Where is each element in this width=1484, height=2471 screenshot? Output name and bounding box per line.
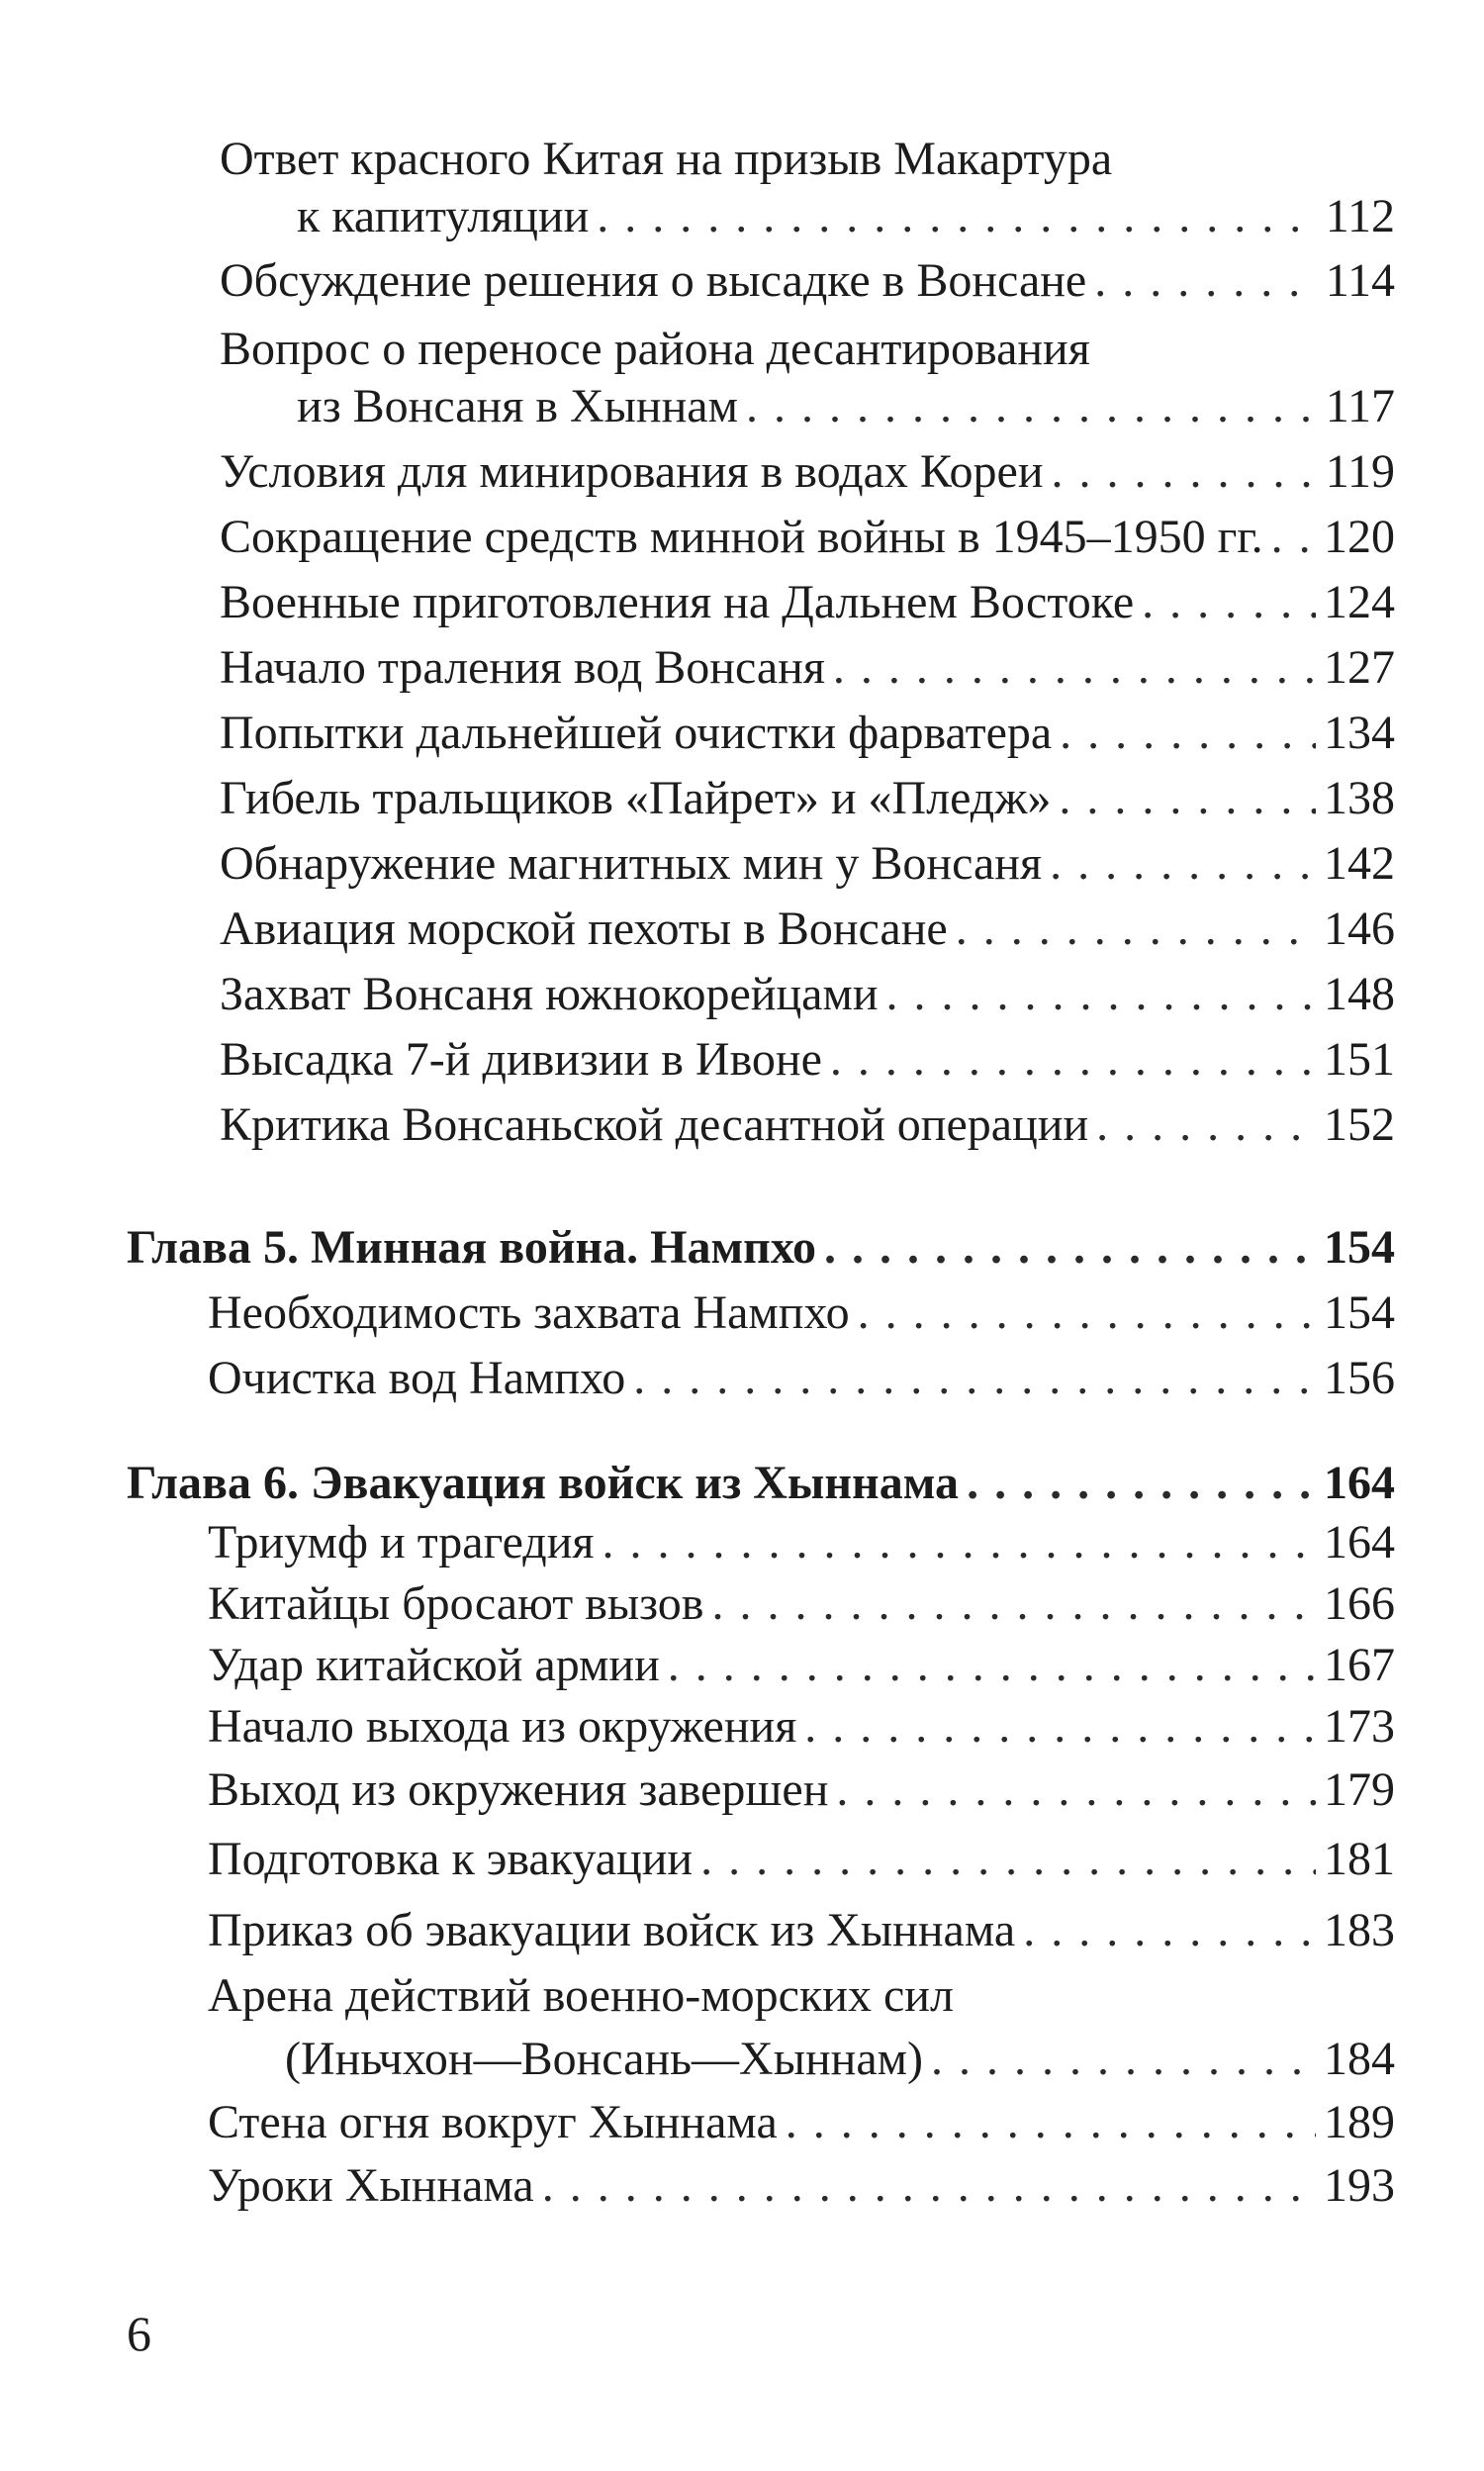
toc-entry[interactable] [208, 1761, 1395, 1819]
leader-dots [1060, 705, 1316, 762]
toc-entry-line1: Ответ красного Китая на призыв Макартура [220, 133, 1113, 185]
toc-entry[interactable] [208, 1284, 1395, 1342]
toc-chapter[interactable] [127, 1455, 1395, 1512]
toc-entry[interactable] [208, 2094, 1395, 2151]
leader-dots [1142, 574, 1316, 631]
toc-entry-page: 183 [1324, 1904, 1395, 1956]
leader-dots [1052, 443, 1318, 501]
toc-entry-title: Удар китайской армии [208, 1639, 660, 1691]
leader-dots [633, 1350, 1316, 1407]
toc-entry[interactable] [208, 1575, 1395, 1633]
toc-entry[interactable] [208, 1637, 1395, 1694]
leader-dots [542, 2157, 1316, 2215]
toc-entry-title: Военные приготовления на Дальнем Востоке [220, 576, 1135, 628]
toc-entry[interactable] [220, 1031, 1395, 1089]
toc-entry-title: Гибель тральщиков «Пайрет» и «Пледж» [220, 772, 1052, 824]
toc-entry-title: к капитуляции [297, 190, 590, 242]
toc-entry-page: 189 [1324, 2096, 1395, 2148]
toc-entry[interactable] [220, 1096, 1395, 1154]
toc-entry-page: 148 [1324, 968, 1395, 1020]
toc-entry[interactable] [220, 966, 1395, 1023]
toc-entry-line1: Вопрос о переносе района десантирования [220, 323, 1090, 375]
leader-dots [886, 966, 1316, 1023]
toc-entry-page: 193 [1324, 2159, 1395, 2212]
toc-entry[interactable] [208, 2157, 1395, 2215]
toc-entry-page: 146 [1324, 903, 1395, 955]
toc-entry-title: Китайцы бросают вызов [208, 1577, 704, 1630]
toc-entry[interactable] [208, 1514, 1395, 1571]
toc-entry-title: Подготовка к эвакуации [208, 1833, 694, 1885]
leader-dots [1271, 509, 1316, 566]
toc-entry-title: Захват Вонсаня южнокорейцами [220, 968, 879, 1020]
toc-chapter-title: Глава 5. Минная война. Нампхо [127, 1221, 816, 1274]
leader-dots [603, 1514, 1317, 1571]
toc-entry[interactable] [220, 770, 1395, 827]
leader-dots [804, 1698, 1316, 1756]
leader-dots [858, 1284, 1316, 1342]
toc-entry-page: 114 [1325, 254, 1395, 307]
toc-entry-title: Уроки Хыннама [208, 2159, 534, 2212]
toc-chapter-page: 154 [1324, 1221, 1395, 1274]
toc-entry-page: 184 [1324, 2033, 1395, 2085]
toc-entry-title: Стена огня вокруг Хыннама [208, 2096, 778, 2148]
toc-entry-title: Обсуждение решения о высадке в Вонсане [220, 254, 1087, 307]
toc-chapter-page: 164 [1324, 1457, 1395, 1509]
toc-entry-page: 181 [1324, 1833, 1395, 1885]
toc-entry-title: Триумф и трагедия [208, 1516, 595, 1568]
toc-entry[interactable] [220, 443, 1395, 501]
toc-entry-title: Начало траления вод Вонсаня [220, 641, 825, 694]
toc-entry-page: 117 [1325, 380, 1395, 432]
leader-dots [956, 901, 1316, 958]
toc-entry-title: Высадка 7-й дивизии в Ивоне [220, 1033, 822, 1086]
leader-dots [1094, 252, 1318, 310]
toc-entry-page: 134 [1324, 707, 1395, 759]
toc-entry-title: Условия для минирования в водах Кореи [220, 445, 1044, 498]
toc-entry-title: Авиация морской пехоты в Вонсане [220, 903, 948, 955]
toc-entry-title: Выход из окружения завершен [208, 1763, 829, 1816]
toc-entry-page: 154 [1324, 1286, 1395, 1339]
toc-entry-title: Обнаружение магнитных мин у Вонсаня [220, 837, 1043, 890]
toc-entry[interactable] [297, 188, 1395, 245]
toc-entry[interactable] [220, 509, 1395, 566]
toc-entry-page: 166 [1324, 1577, 1395, 1630]
leader-dots [1050, 835, 1316, 893]
leader-dots [833, 639, 1316, 697]
toc-entry-page: 127 [1324, 641, 1395, 694]
leader-dots [711, 1575, 1316, 1633]
leader-dots [668, 1637, 1316, 1694]
toc-entry[interactable] [208, 1698, 1395, 1756]
toc-entry-page: 173 [1324, 1700, 1395, 1753]
leader-dots [597, 188, 1317, 245]
toc-entry-title: Необходимость захвата Нампхо [208, 1286, 850, 1339]
leader-dots [700, 1831, 1316, 1888]
toc-entry-line1: Арена действий военно-морских сил [208, 1969, 954, 2022]
toc-chapter[interactable] [127, 1219, 1395, 1277]
toc-entry-title: из Вонсаня в Хыннам [297, 380, 738, 432]
toc-entry-page: 120 [1324, 511, 1395, 563]
toc-chapter-title: Глава 6. Эвакуация войск из Хыннама [127, 1457, 960, 1509]
toc-entry-page: 112 [1325, 190, 1395, 242]
leader-dots [824, 1219, 1316, 1277]
toc-entry[interactable] [285, 2031, 1395, 2088]
leader-dots [967, 1455, 1316, 1512]
toc-entry[interactable] [208, 1831, 1395, 1888]
toc-entry[interactable] [208, 1902, 1395, 1959]
toc-entry-page: 119 [1325, 445, 1395, 498]
toc-entry-page: 167 [1324, 1639, 1395, 1691]
toc-entry-page: 152 [1324, 1098, 1395, 1151]
toc-entry-page: 138 [1324, 772, 1395, 824]
leader-dots [786, 2094, 1316, 2151]
toc-entry-page: 151 [1324, 1033, 1395, 1086]
toc-entry-title: Попытки дальнейшей очистки фарватера [220, 707, 1053, 759]
toc-entry-page: 156 [1324, 1352, 1395, 1404]
leader-dots [836, 1761, 1316, 1819]
toc-entry[interactable] [220, 901, 1395, 958]
toc-entry[interactable] [220, 835, 1395, 893]
toc-entry-title: Приказ об эвакуации войск из Хыннама [208, 1904, 1016, 1956]
leader-dots [746, 378, 1318, 435]
page-number: 6 [127, 2306, 151, 2361]
toc-entry-page: 142 [1324, 837, 1395, 890]
toc-entry[interactable] [220, 574, 1395, 631]
toc-entry-page: 164 [1324, 1516, 1395, 1568]
toc-entry-page: 179 [1324, 1763, 1395, 1816]
toc-entry-title: Критика Вонсаньской десантной операции [220, 1098, 1089, 1151]
leader-dots [1023, 1902, 1316, 1959]
toc-entry-title: (Иньчхон—Вонсань—Хыннам) [285, 2033, 923, 2085]
toc-entry[interactable] [208, 1350, 1395, 1407]
leader-dots [931, 2031, 1316, 2088]
toc-entry[interactable] [220, 639, 1395, 697]
toc-entry-title: Очистка вод Нампхо [208, 1352, 626, 1404]
toc-entry[interactable] [297, 378, 1395, 435]
leader-dots [830, 1031, 1316, 1089]
toc-entry-title: Сокращение средств минной войны в 1945–1950 гг. [220, 511, 1263, 563]
leader-dots [1096, 1096, 1316, 1154]
toc-entry-title: Начало выхода из окружения [208, 1700, 797, 1753]
toc-entry[interactable] [220, 252, 1395, 310]
toc-entry[interactable] [220, 705, 1395, 762]
leader-dots [1059, 770, 1316, 827]
toc-entry-page: 124 [1324, 576, 1395, 628]
